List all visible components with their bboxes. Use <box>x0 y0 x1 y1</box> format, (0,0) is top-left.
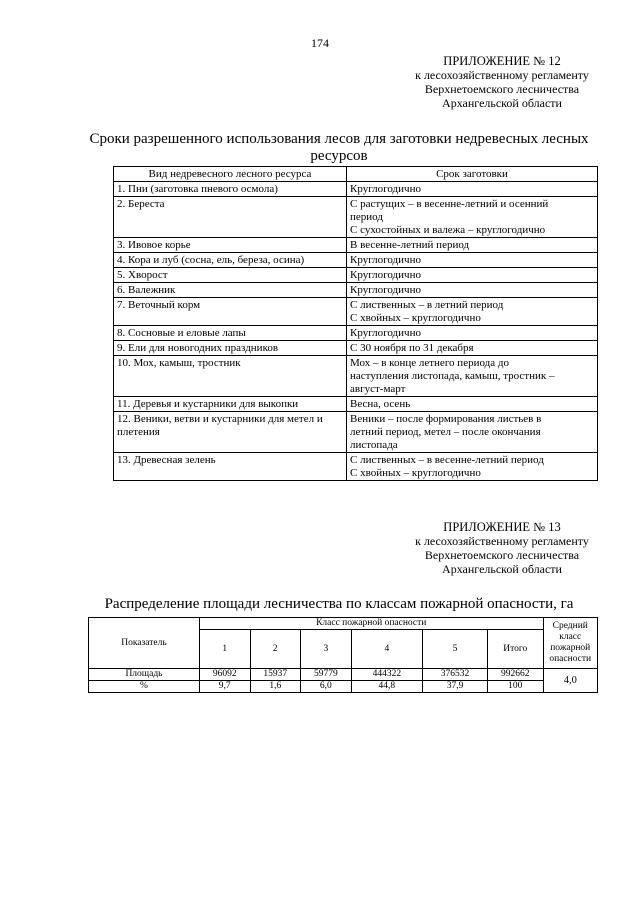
period-cell <box>347 453 598 481</box>
period-line: В весенне-летний период <box>350 239 470 251</box>
column-header-period: Срок заготовки <box>347 167 598 182</box>
row-label: Площадь <box>89 669 200 681</box>
period-line: С лиственных – в весенне-летний период <box>350 454 544 466</box>
period-line: листопада <box>350 439 398 451</box>
data-cell: 37,9 <box>423 681 488 693</box>
table-row <box>114 453 598 481</box>
average-class-value: 4,0 <box>543 669 598 693</box>
resource-cell: 2. Береста <box>114 197 347 238</box>
period-cell <box>347 197 598 238</box>
period-line: август-март <box>350 383 406 395</box>
resource-cell: 5. Хворост <box>114 268 347 283</box>
column-header-class-group: Класс пожарной опасности <box>199 618 543 630</box>
period-cell <box>347 356 598 397</box>
resource-cell: 7. Веточный корм <box>114 298 347 326</box>
table-row <box>114 412 598 453</box>
period-line: С растущих – в весенне-летний и осенний <box>350 198 549 210</box>
period-cell <box>347 326 598 341</box>
period-cell <box>347 268 598 283</box>
column-header-class-3: 3 <box>301 630 352 669</box>
period-cell <box>347 397 598 412</box>
appendix-12-line: Архангельской области <box>442 96 562 110</box>
period-line: С лиственных – в летний период <box>350 299 504 311</box>
resource-cell: 10. Мох, камыш, тростник <box>114 356 347 397</box>
table-row <box>114 341 598 356</box>
period-line: С 30 ноября по 31 декабря <box>350 342 474 354</box>
appendix-13-line: к лесохозяйственному регламенту <box>415 534 589 548</box>
resource-cell: 13. Древесная зелень <box>114 453 347 481</box>
table-row <box>89 669 598 681</box>
appendix-12-header <box>382 54 622 110</box>
harvest-periods-table <box>113 166 598 481</box>
data-cell: 96092 <box>199 669 250 681</box>
resource-cell: 1. Пни (заготовка пневого осмола) <box>114 182 347 197</box>
data-cell: 59779 <box>301 669 352 681</box>
period-line: Круглогодично <box>350 183 421 195</box>
period-line: Весна, осень <box>350 398 411 410</box>
period-line: С сухостойных и валежа – круглогодично <box>350 224 546 236</box>
resource-cell: 3. Ивовое корье <box>114 238 347 253</box>
table-row <box>114 326 598 341</box>
period-line: наступления листопада, камыш, тростник – <box>350 370 555 382</box>
period-line: Мох – в конце летнего периода до <box>350 357 509 369</box>
period-cell <box>347 238 598 253</box>
period-cell <box>347 182 598 197</box>
resource-cell: 9. Ели для новогодних праздников <box>114 341 347 356</box>
data-cell: 376532 <box>423 669 488 681</box>
appendix-13-line: Верхнетоемского лесничества <box>424 548 580 562</box>
appendix-13-line: Архангельской области <box>442 562 562 576</box>
period-line: Веники – после формирования листьев в <box>350 413 542 425</box>
table-row <box>114 268 598 283</box>
table-row <box>114 197 598 238</box>
data-cell: 1,6 <box>250 681 301 693</box>
resource-cell: 8. Сосновые и еловые лапы <box>114 326 347 341</box>
column-header-average-class: Средний класс пожарной опасности <box>543 618 598 669</box>
column-header-total: Итого <box>487 630 543 669</box>
period-cell <box>347 298 598 326</box>
table-row <box>114 253 598 268</box>
table-header-row <box>114 167 598 182</box>
period-cell <box>347 341 598 356</box>
period-cell <box>347 253 598 268</box>
column-header-class-5: 5 <box>423 630 488 669</box>
row-label: % <box>89 681 200 693</box>
appendix-13-title: ПРИЛОЖЕНИЕ № 13 <box>443 520 561 534</box>
period-line: Круглогодично <box>350 327 421 339</box>
data-cell: 100 <box>487 681 543 693</box>
column-header-resource: Вид недревесного лесного ресурса <box>114 167 347 182</box>
table-header-row <box>89 618 598 630</box>
table-row <box>114 397 598 412</box>
data-cell: 6,0 <box>301 681 352 693</box>
resource-cell: 11. Деревья и кустарники для выкопки <box>114 397 347 412</box>
period-line: Круглогодично <box>350 254 421 266</box>
table1-title <box>86 131 592 165</box>
period-line: С хвойных – круглогодично <box>350 467 481 479</box>
table-row <box>114 238 598 253</box>
data-cell: 44,8 <box>351 681 422 693</box>
resource-cell: 6. Валежник <box>114 283 347 298</box>
data-cell: 992662 <box>487 669 543 681</box>
table-row <box>114 283 598 298</box>
data-cell: 15937 <box>250 669 301 681</box>
table1-title-line: ресурсов <box>310 148 368 164</box>
period-cell <box>347 283 598 298</box>
resource-cell: 12. Веники, ветви и кустарники для метел и плетения <box>114 412 347 453</box>
resource-cell: 4. Кора и луб (сосна, ель, береза, осина) <box>114 253 347 268</box>
table-row <box>114 356 598 397</box>
period-line: С хвойных – круглогодично <box>350 312 481 324</box>
table-row <box>114 182 598 197</box>
column-header-indicator: Показатель <box>89 618 200 669</box>
appendix-12-line: Верхнетоемского лесничества <box>424 82 580 96</box>
period-line: Круглогодично <box>350 269 421 281</box>
table2-title: Распределение площади лесничества по классам пожарной опасности, га <box>104 596 574 612</box>
column-header-class-1: 1 <box>199 630 250 669</box>
table1-title-line: Сроки разрешенного использования лесов для заготовки недревесных лесных <box>89 131 589 147</box>
data-cell: 9,7 <box>199 681 250 693</box>
period-line: летний период, метел – после окончания <box>350 426 541 438</box>
harvest-periods-body <box>114 182 598 481</box>
appendix-12-line: к лесохозяйственному регламенту <box>415 68 589 82</box>
fire-danger-table <box>88 617 598 693</box>
period-cell <box>347 412 598 453</box>
column-header-class-2: 2 <box>250 630 301 669</box>
table-row <box>114 298 598 326</box>
page-number: 174 <box>311 36 329 50</box>
column-header-class-4: 4 <box>351 630 422 669</box>
appendix-12-title: ПРИЛОЖЕНИЕ № 12 <box>443 54 561 68</box>
table-row <box>89 681 598 693</box>
period-line: Круглогодично <box>350 284 421 296</box>
period-line: период <box>350 211 383 223</box>
appendix-13-header <box>382 520 622 576</box>
data-cell: 444322 <box>351 669 422 681</box>
